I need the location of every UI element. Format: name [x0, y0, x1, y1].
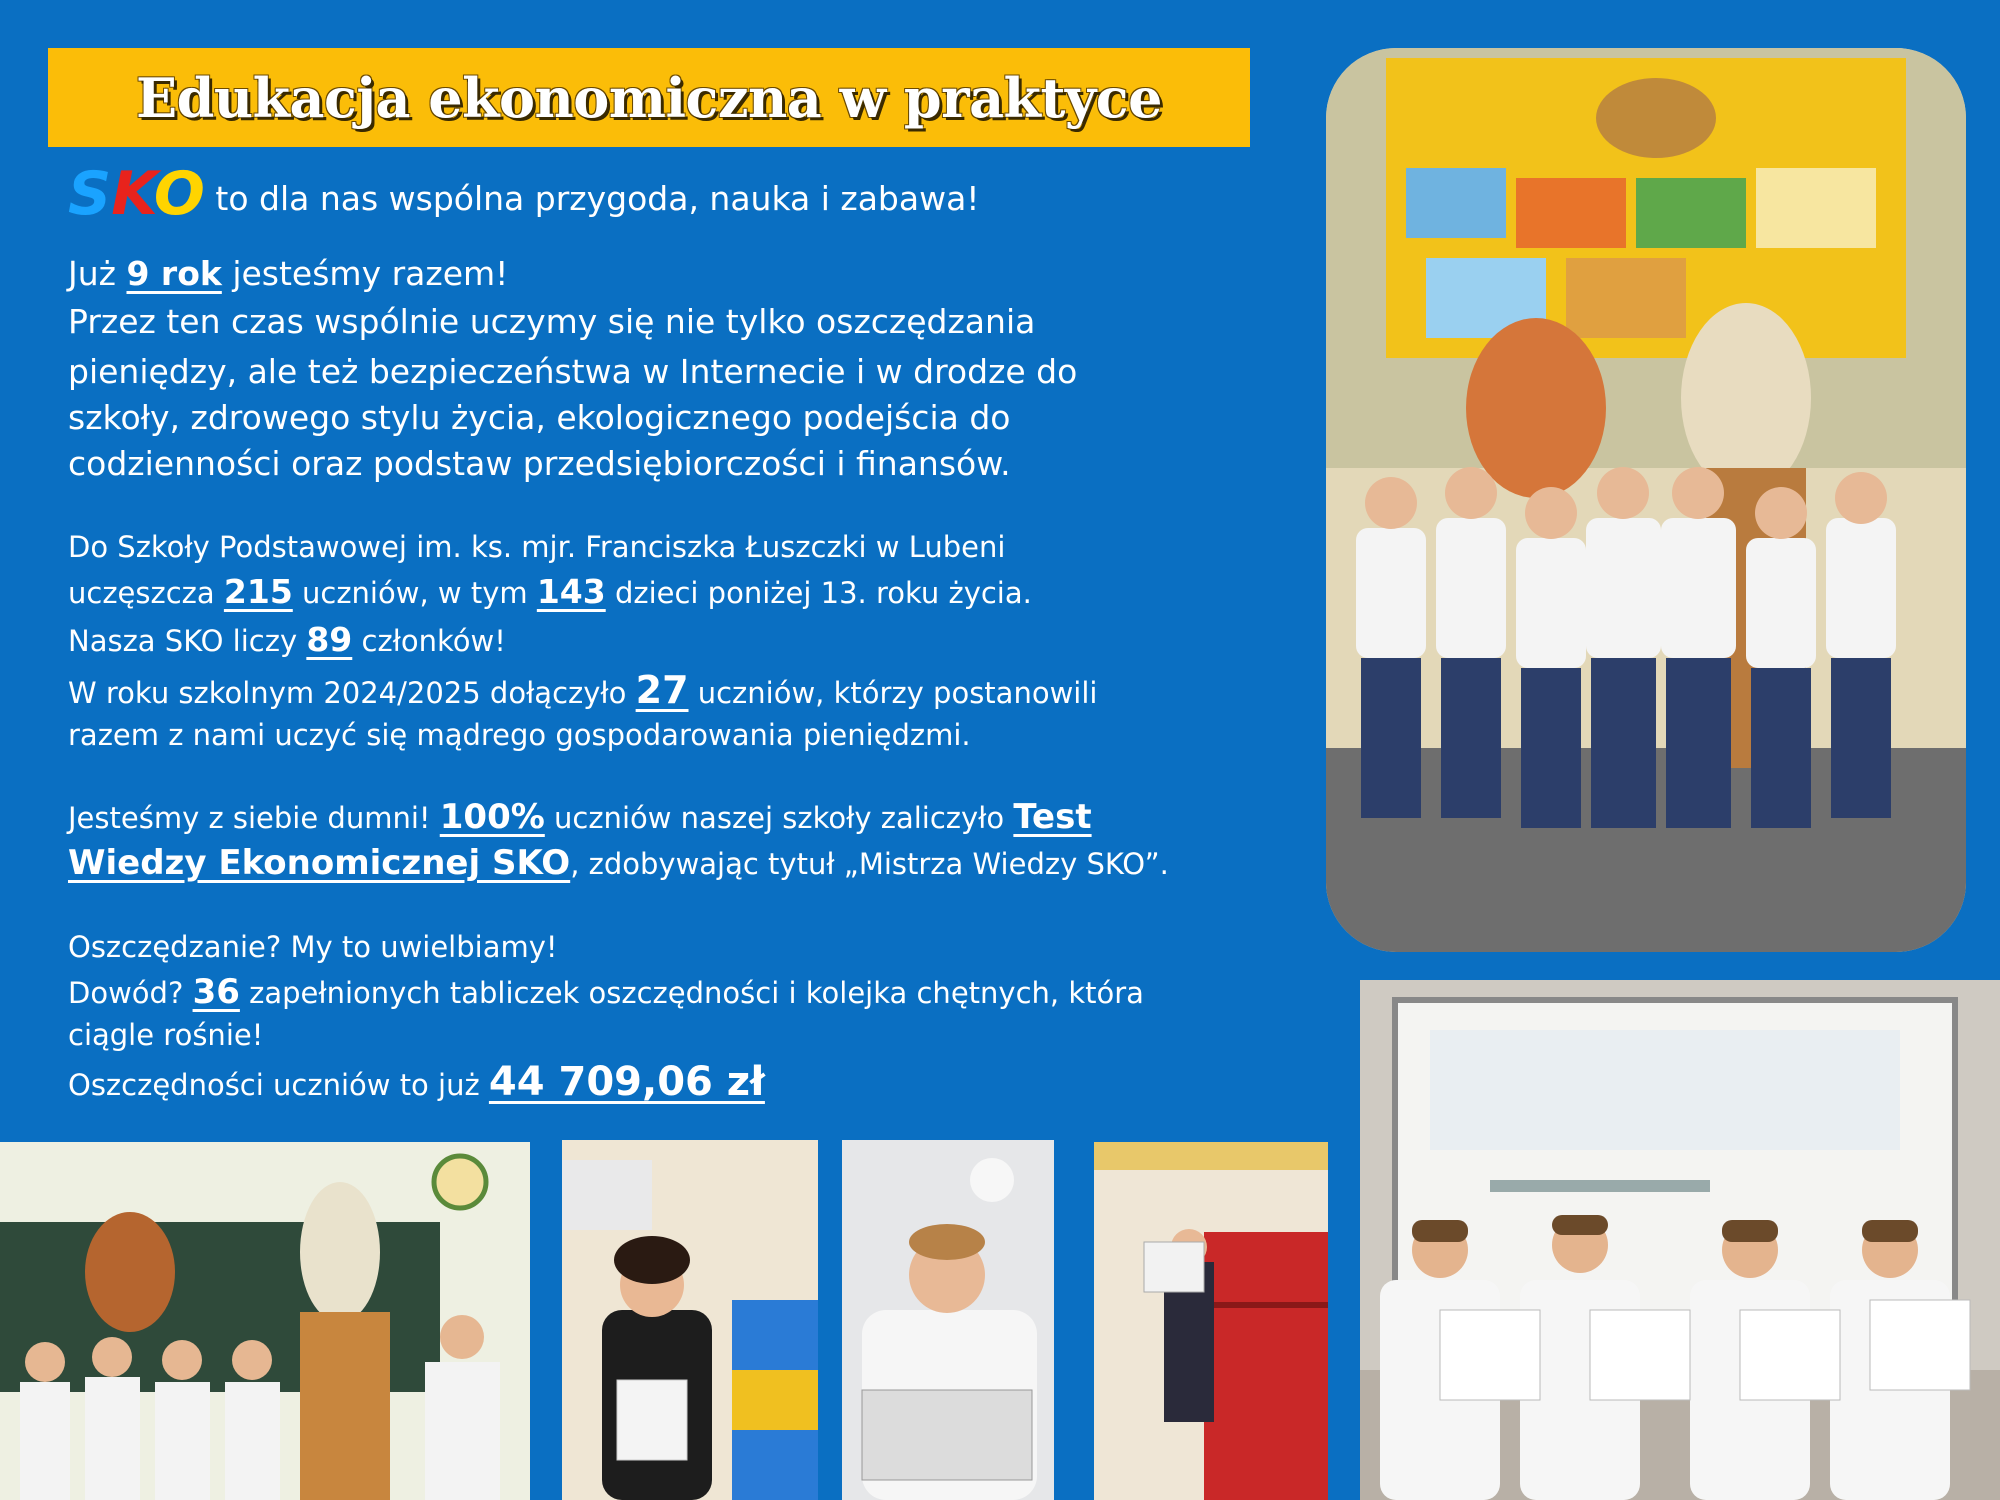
school-line-2: uczęszcza 215 uczniów, w tym 143 dzieci poniżej 13. roku życia.: [68, 572, 1032, 611]
school-line-3: Nasza SKO liczy 89 członków!: [68, 620, 506, 659]
photo-boy-cabinet: [1094, 1142, 1328, 1500]
intro-line-1: SKO to dla nas wspólna przygoda, nauka i zabawa!: [68, 159, 980, 229]
savings-line-4: Oszczędności uczniów to już 44 709,06 zł: [68, 1059, 765, 1105]
sko-logo: SKO: [68, 159, 205, 229]
intro-paragraph-line: szkoły, zdrowego stylu życia, ekologicznego podejścia do: [68, 398, 1011, 437]
title-banner: [48, 48, 1250, 147]
proud-line-1: Jesteśmy z siebie dumni! 100% uczniów naszej szkoły zaliczyło Test: [68, 797, 1092, 837]
school-line-1: Do Szkoły Podstawowej im. ks. mjr. Franciszka Łuszczki w Lubeni: [68, 530, 1006, 564]
photo-girl-award: [562, 1140, 818, 1500]
photo-classroom-mascots: [0, 1142, 530, 1500]
savings-line-1: Oszczędzanie? My to uwielbiamy!: [68, 930, 558, 964]
school-line-5: razem z nami uczyć się mądrego gospodarowania pieniędzmi.: [68, 718, 971, 752]
savings-line-3: ciągle rośnie!: [68, 1018, 264, 1052]
intro-paragraph-line: codzienności oraz podstaw przedsiębiorczości i finansów.: [68, 444, 1011, 483]
savings-line-2: Dowód? 36 zapełnionych tabliczek oszczędności i kolejka chętnych, która: [68, 972, 1144, 1012]
proud-line-2: Wiedzy Ekonomicznej SKO, zdobywając tytuł „Mistrza Wiedzy SKO”.: [68, 843, 1169, 883]
intro-paragraph-line: Przez ten czas wspólnie uczymy się nie tylko oszczędzania: [68, 302, 1036, 341]
intro-line-2: Już 9 rok jesteśmy razem!: [68, 254, 509, 293]
school-line-4: W roku szkolnym 2024/2025 dołączyło 27 uczniów, którzy postanowili: [68, 668, 1098, 712]
page-title: Edukacja ekonomiczna w praktyce: [135, 65, 1163, 130]
intro-paragraph-line: pieniędzy, ale też bezpieczeństwa w Internecie i w drodze do: [68, 352, 1078, 391]
photo-test-diplomas: [1360, 980, 2000, 1500]
photo-boy-award: [842, 1140, 1054, 1500]
photo-group-with-mascots: [1326, 48, 1966, 952]
